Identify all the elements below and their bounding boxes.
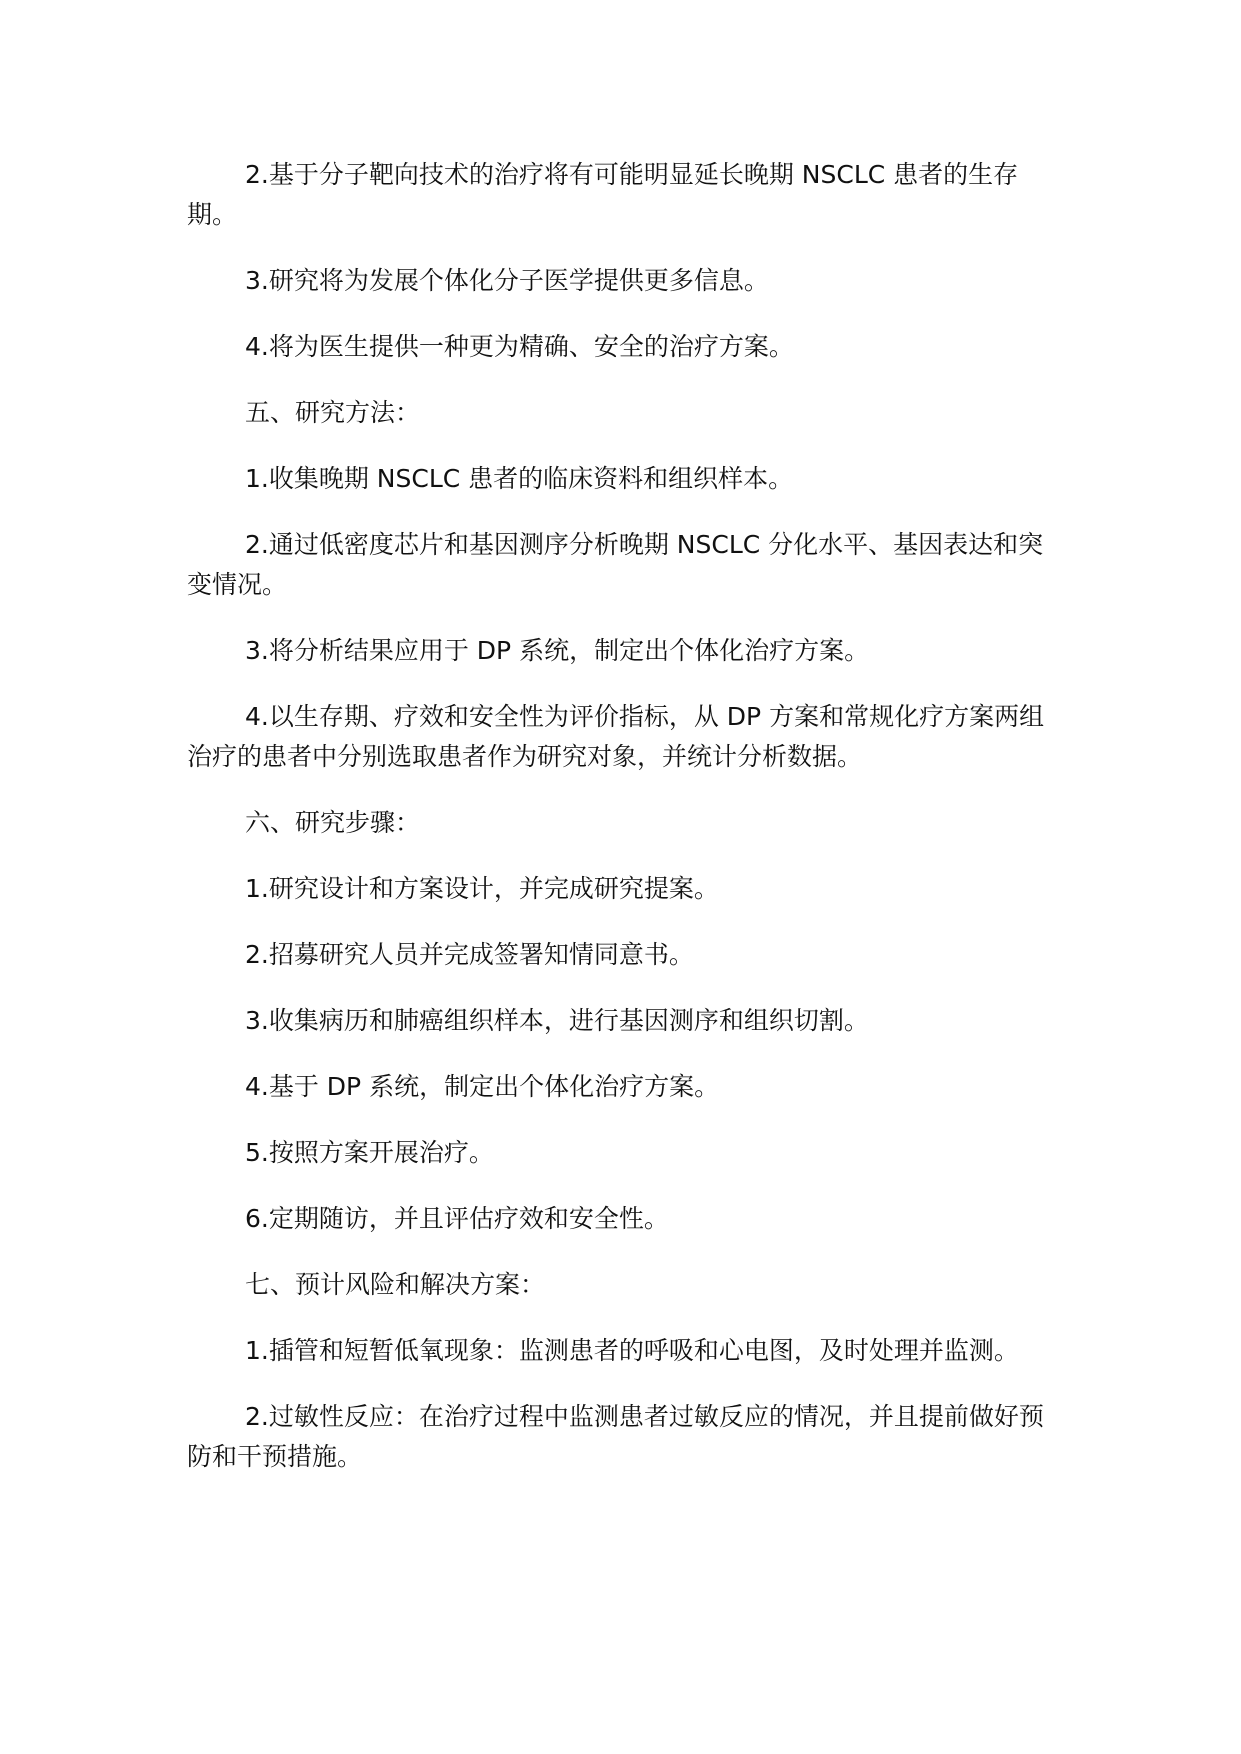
section-heading-risks: 七、预计风险和解决方案：	[245, 1270, 546, 1299]
paragraph-method-4: 4.以生存期、疗效和安全性为评价指标，从 DP 方案和常规化疗方案两组治疗的患者中分别选取患者作为研究对象，并统计分析数据。	[187, 702, 1045, 771]
paragraph-step-5: 5.按照方案开展治疗。	[245, 1138, 494, 1167]
paragraph-step-2: 2.招募研究人员并完成签署知情同意书。	[245, 940, 694, 969]
paragraph-step-3: 3.收集病历和肺癌组织样本，进行基因测序和组织切割。	[245, 1006, 869, 1035]
paragraph-method-3: 3.将分析结果应用于 DP 系统，制定出个体化治疗方案。	[245, 636, 870, 665]
paragraph-step-4: 4.基于 DP 系统，制定出个体化治疗方案。	[245, 1072, 720, 1101]
paragraph-step-1: 1.研究设计和方案设计，并完成研究提案。	[245, 874, 719, 903]
paragraph-method-2: 2.通过低密度芯片和基因测序分析晚期 NSCLC 分化水平、基因表达和突变情况。	[187, 530, 1044, 599]
paragraph-benefit-3: 3.研究将为发展个体化分子医学提供更多信息。	[245, 266, 769, 295]
paragraph-risk-1: 1.插管和短暂低氧现象：监测患者的呼吸和心电图，及时处理并监测。	[245, 1336, 1019, 1365]
document-body	[187, 155, 1057, 1503]
paragraph-method-1: 1.收集晚期 NSCLC 患者的临床资料和组织样本。	[245, 464, 794, 493]
section-heading-methods: 五、研究方法：	[245, 398, 421, 427]
paragraph-step-6: 6.定期随访，并且评估疗效和安全性。	[245, 1204, 669, 1233]
section-heading-steps: 六、研究步骤：	[245, 808, 421, 837]
paragraph-benefit-2: 2.基于分子靶向技术的治疗将有可能明显延长晚期 NSCLC 患者的生存期。	[187, 160, 1019, 229]
paragraph-benefit-4: 4.将为医生提供一种更为精确、安全的治疗方案。	[245, 332, 794, 361]
paragraph-risk-2: 2.过敏性反应：在治疗过程中监测患者过敏反应的情况，并且提前做好预防和干预措施。	[187, 1402, 1044, 1471]
